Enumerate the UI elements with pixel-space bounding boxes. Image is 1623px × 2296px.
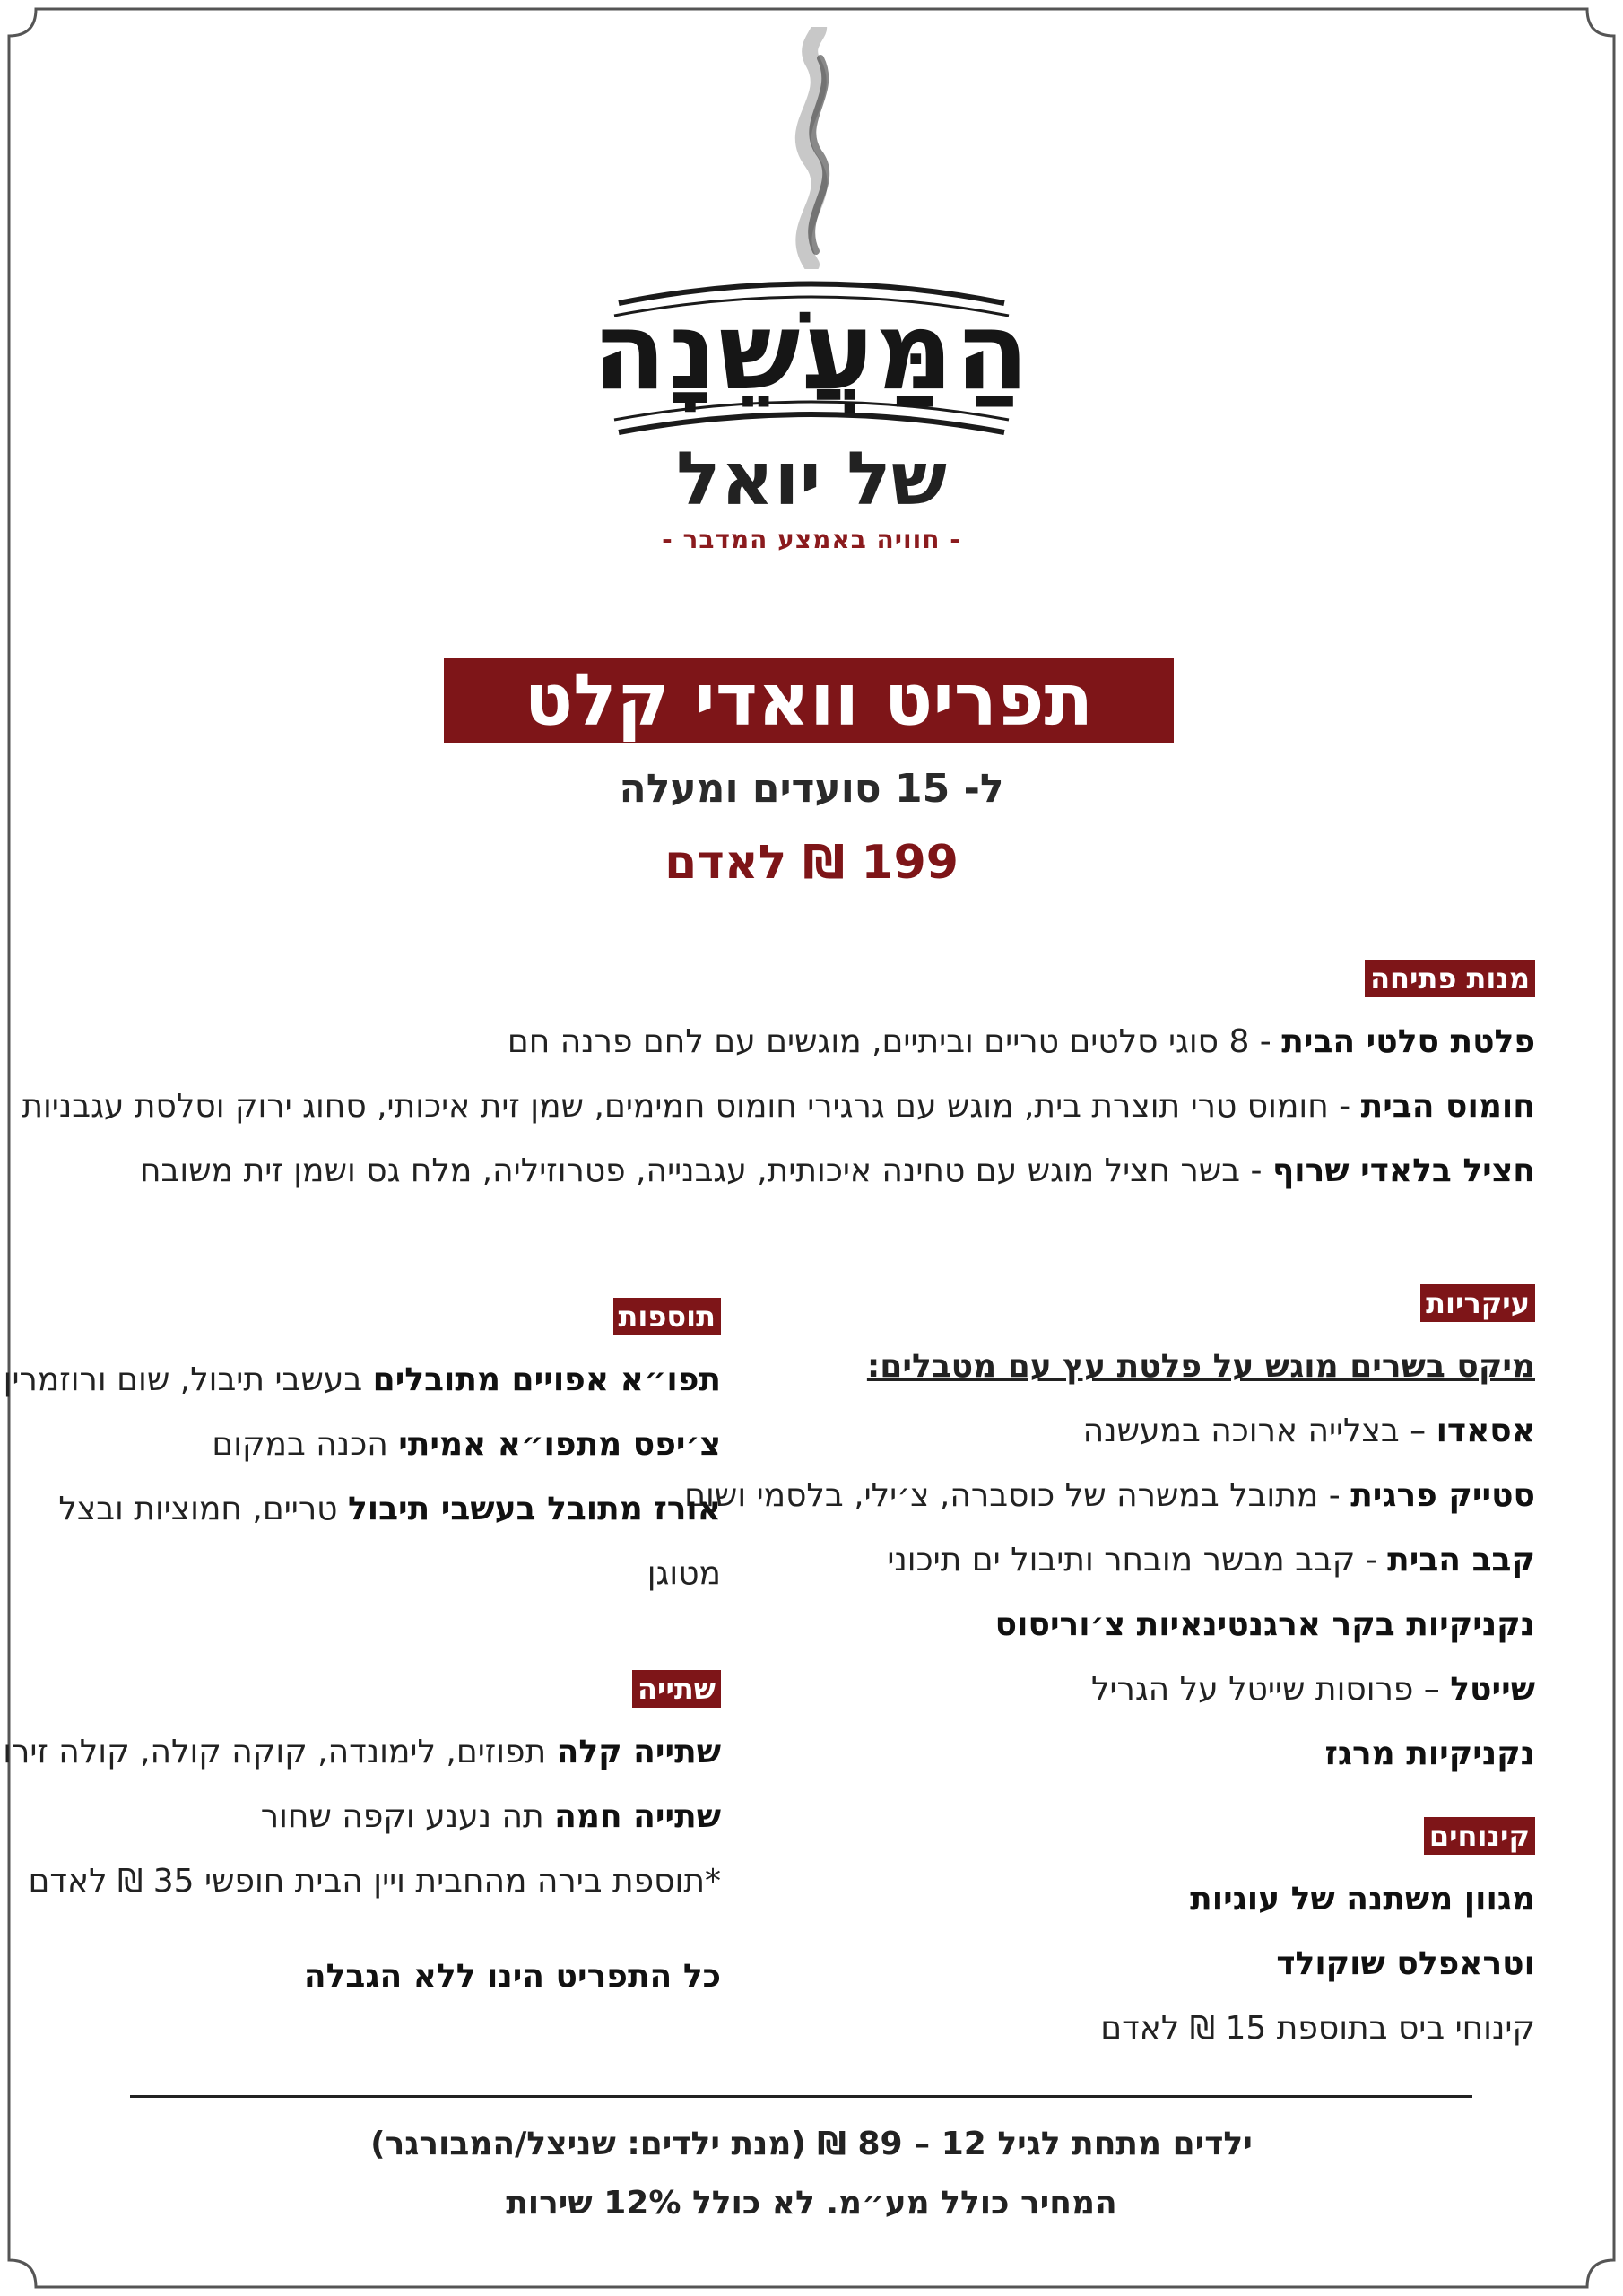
drink-item: שתייה חמה תה נענע וקפה שחור bbox=[260, 1798, 721, 1835]
starter-name: פלטת סלטי הבית bbox=[1281, 1023, 1535, 1060]
main-item bbox=[887, 1541, 1535, 1580]
logo-subtitle: של יואל bbox=[676, 437, 947, 522]
main-item bbox=[995, 1605, 1535, 1645]
main-desc: – פרוסות שייטל על הגריל bbox=[1091, 1671, 1451, 1708]
side-item: תפו״א אפויים מתובלים בעשבי תיבול, שום ורוזמרין bbox=[3, 1361, 721, 1398]
menu-title: תפריט וואדי קלט bbox=[444, 658, 1174, 743]
logo-title: הַמַּעֲשֵׁנָה bbox=[592, 290, 1031, 414]
side-item: צ׳יפס מתפו״א אמיתי הכנה במקום bbox=[212, 1426, 721, 1463]
main-item bbox=[684, 1476, 1535, 1516]
footer-divider bbox=[130, 2095, 1472, 2098]
main-name: נקניקיות מרגז bbox=[1324, 1735, 1535, 1772]
vat-note: המחיר כולל מע״מ. לא כולל 12% שירות bbox=[506, 2185, 1117, 2222]
mains-heading: עיקריות bbox=[1420, 1284, 1535, 1322]
smoke-icon bbox=[749, 27, 874, 269]
starter-name: חומוס הבית bbox=[1360, 1088, 1535, 1125]
menu-subtitle: ל- 15 סועדים ומעלה bbox=[619, 766, 1004, 812]
main-name: שייטל bbox=[1450, 1671, 1535, 1708]
starter-item bbox=[22, 1087, 1535, 1126]
starter-desc: - בשר חציל מוגש עם טחינה איכותית, עגבנייה, פטרוזיליה, מלח גס ושמן זית משובח bbox=[140, 1152, 1272, 1189]
main-desc: - מתובל במשרה של כוסברה, צ׳ילי, בלסמי ושום bbox=[684, 1477, 1351, 1514]
logo-tagline: - חוויה באמצע המדבר - bbox=[662, 525, 961, 554]
dessert-line: מגוון משתנה של עוגיות bbox=[1190, 1881, 1535, 1918]
main-name: קבב הבית bbox=[1387, 1542, 1535, 1578]
drink-item: שתייה קלה תפוזים, לימונדה, קוקה קולה, קולה זירו bbox=[3, 1734, 721, 1770]
starters-heading: מנות פתיחה bbox=[1365, 960, 1535, 997]
drinks-heading: שתייה bbox=[632, 1670, 721, 1708]
main-name: נקניקיות בקר ארגנטינאיות צ׳וריסוס bbox=[994, 1606, 1535, 1643]
main-desc: - קבב מבשר מובחר ותיבול ים תיכוני bbox=[887, 1542, 1388, 1578]
starter-name: חציל בלאדי שרוף bbox=[1271, 1152, 1535, 1189]
starter-item bbox=[508, 1022, 1535, 1062]
drink-note: *תוספת בירה מהחבית ויין הבית חופשי 35 ₪ לאדם bbox=[28, 1863, 721, 1900]
main-desc: – בצלייה ארוכה במעשנה bbox=[1082, 1413, 1436, 1449]
sides-heading: תוספות bbox=[613, 1298, 721, 1335]
dessert-line: וטראפלס שוקולד bbox=[1276, 1945, 1535, 1982]
unlimited-note: כל התפריט הינו ללא הגבלה bbox=[303, 1958, 721, 1995]
starter-desc: - 8 סוגי סלטים טריים וביתיים, מוגשים עם לחם פרנה חם bbox=[507, 1023, 1282, 1060]
dessert-note: קינוחי ביס בתוספת 15 ₪ לאדם bbox=[1100, 2010, 1535, 2047]
main-item bbox=[1083, 1412, 1535, 1451]
desserts-heading: קינוחים bbox=[1424, 1817, 1535, 1855]
side-item: אורז מתובל בעשבי תיבול טריים, חמוציות ובצל bbox=[58, 1491, 721, 1527]
side-item-cont: מטוגן bbox=[647, 1555, 721, 1592]
starter-desc: - חומוס טרי תוצרת בית, מוגש עם גרגירי חומוס חמימים, שמן זית איכותי, סחוג ירוק וסלסת עגבניות bbox=[22, 1088, 1361, 1125]
main-name: סטייק פרגית bbox=[1350, 1477, 1535, 1514]
kids-price: ילדים מתחת לגיל 12 – 89 ₪ (מנת ילדים: שניצל/המבורגר) bbox=[370, 2126, 1253, 2162]
main-item bbox=[1091, 1670, 1535, 1709]
logo bbox=[538, 269, 1085, 448]
menu-price: 199 ₪ לאדם bbox=[664, 836, 959, 890]
main-item bbox=[1324, 1735, 1535, 1774]
main-name: אסאדו bbox=[1436, 1413, 1535, 1449]
starter-item bbox=[140, 1152, 1535, 1191]
mains-intro: מיקס בשרים מוגש על פלטת עץ עם מטבלים: bbox=[866, 1348, 1535, 1385]
